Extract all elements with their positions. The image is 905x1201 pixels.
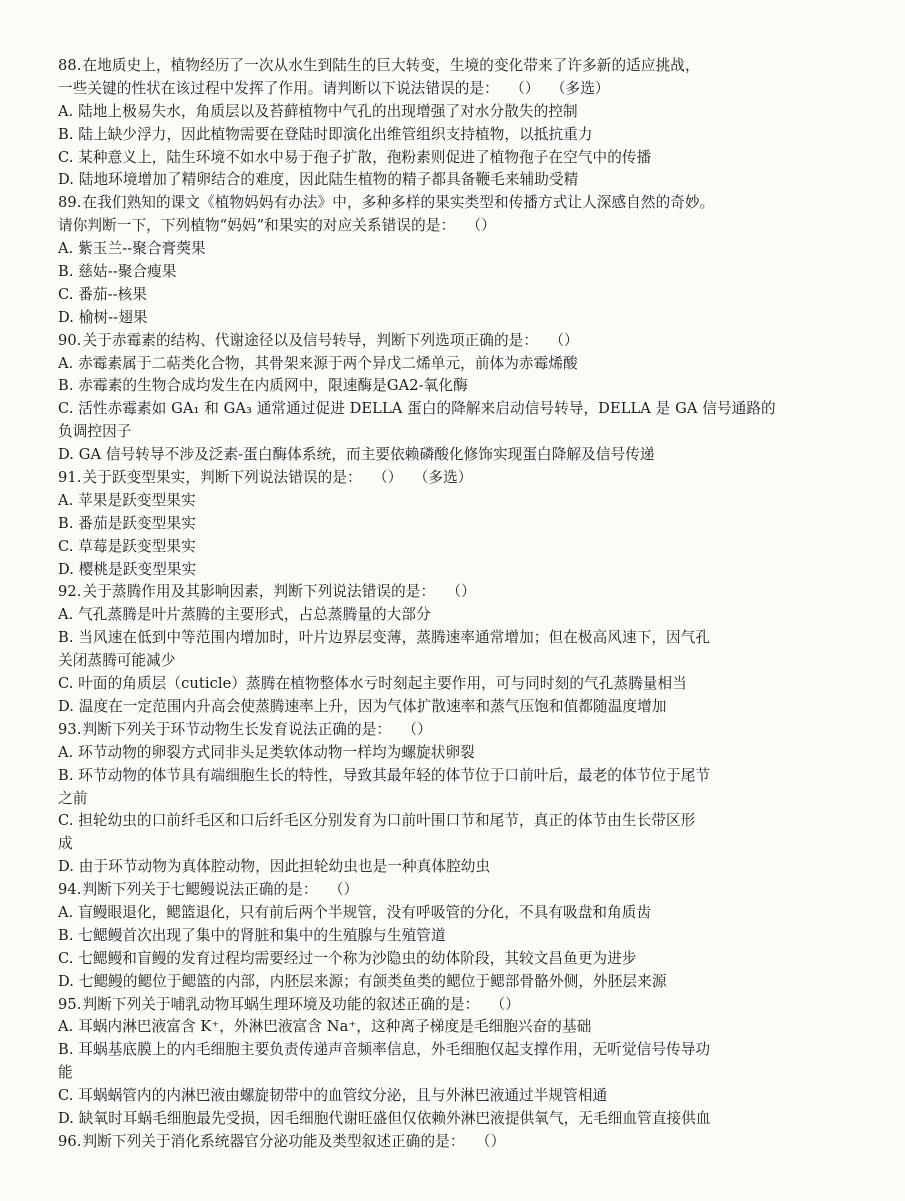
answer-blank xyxy=(499,78,551,101)
stem-text: 判断下列关于消化系统器官分泌功能及类型叙述正确的是： xyxy=(82,1132,465,1150)
question-number: 95. xyxy=(58,995,82,1013)
question-stem xyxy=(58,581,865,604)
option-C: C. 活性赤霉素如 GA₁ 和 GA₃ 通常通过促进 DELLA 蛋白的降解来启动信号转导，DELLA 是 GA 信号通路的 xyxy=(58,400,776,418)
option-D: D. 缺氧时耳蜗毛细胞最先受损，因毛细胞代谢旺盛但仅依赖外淋巴液提供氧气，无毛细血管直接供血 xyxy=(58,1109,711,1127)
stem-text: 关于赤霉素的结构、代谢途径以及信号转导，判断下列选项正确的是： xyxy=(82,331,539,349)
question-95 xyxy=(58,994,865,1131)
question-94 xyxy=(58,879,865,993)
question-91 xyxy=(58,467,865,581)
question-number: 90. xyxy=(58,331,82,349)
stem-text: 判断下列关于环节动物生长发育说法正确的是： xyxy=(82,720,392,738)
option-A: A. 赤霉素属于二萜类化合物，其骨架来源于两个异戊二烯单元，前体为赤霉烯酸 xyxy=(58,354,578,372)
question-number: 96. xyxy=(58,1132,82,1150)
option-C-continued: 成 xyxy=(58,835,73,853)
question-stem xyxy=(58,1131,865,1154)
question-stem xyxy=(58,55,865,78)
option-C: C. 七鳃鳗和盲鳗的发育过程均需要经过一个称为沙隐虫的幼体阶段，其较文昌鱼更为进步 xyxy=(58,949,637,967)
option-B: B. 陆上缺少浮力，因此植物需要在登陆时即演化出维管组织支持植物，以抵抗重力 xyxy=(58,125,593,143)
option-D: D. 樱桃是跃变型果实 xyxy=(58,560,197,578)
stem-text: 在我们熟知的课文《植物妈妈有办法》中，多种多样的果实类型和传播方式让人深感自然的奇妙。 xyxy=(82,194,715,212)
answer-blank xyxy=(391,719,443,742)
question-96 xyxy=(58,1131,865,1154)
option-D: D. 七鳃鳗的鳃位于鳃篮的内部，内胚层来源；有颌类鱼类的鳃位于鳃部骨骼外侧，外胚层来源 xyxy=(58,972,667,990)
option-D: D. 温度在一定范围内升高会使蒸腾速率上升，因为气体扩散速率和蒸气压饱和值都随温度增加 xyxy=(58,697,667,715)
option-B-continued: 关闭蒸腾可能减少 xyxy=(58,652,176,670)
option-C: C. 叶面的角质层（cuticle）蒸腾在植物整体水亏时刻起主要作用，可与同时刻的气孔蒸腾量相当 xyxy=(58,675,687,693)
option-D: D. 陆地环境增加了精卵结合的难度，因此陆生植物的精子都具备鞭毛来辅助受精 xyxy=(58,171,579,189)
option-A: A. 气孔蒸腾是叶片蒸腾的主要形式，占总蒸腾量的大部分 xyxy=(58,606,431,624)
option-A: A. 陆地上极易失水，角质层以及苔藓植物中气孔的出现增强了对水分散失的控制 xyxy=(58,102,578,120)
question-stem xyxy=(58,994,865,1017)
answer-blank xyxy=(435,581,487,604)
multi-select-tag: （多选） xyxy=(550,79,610,97)
question-stem-continued xyxy=(58,78,865,101)
option-D: D. 由于环节动物为真体腔动物，因此担轮幼虫也是一种真体腔幼虫 xyxy=(58,858,491,876)
option-C-continued: 负调控因子 xyxy=(58,423,132,441)
question-90 xyxy=(58,330,865,467)
answer-blank xyxy=(318,879,370,902)
question-stem xyxy=(58,719,865,742)
question-stem xyxy=(58,192,865,215)
option-B: B. 番茄是跃变型果实 xyxy=(58,514,196,532)
question-stem-continued xyxy=(58,215,865,238)
stem-text: 一些关键的性状在该过程中发挥了作用。请判断以下说法错误的是： xyxy=(58,79,499,97)
answer-blank xyxy=(479,994,531,1017)
question-number: 89. xyxy=(58,194,82,212)
option-B-continued: 能 xyxy=(58,1064,73,1082)
question-92 xyxy=(58,581,865,718)
stem-text: 关于跃变型果实，判断下列说法错误的是： xyxy=(82,469,362,487)
question-88 xyxy=(58,55,865,192)
option-B: B. 环节动物的体节具有端细胞生长的特性，导致其最年轻的体节位于口前叶后，最老的体节位于尾节 xyxy=(58,766,711,784)
option-D: D. 榆树--翅果 xyxy=(58,308,148,326)
question-number: 94. xyxy=(58,881,82,899)
option-A: A. 苹果是跃变型果实 xyxy=(58,491,196,509)
option-B-continued: 之前 xyxy=(58,789,88,807)
option-B: B. 七鳃鳗首次出现了集中的肾脏和集中的生殖腺与生殖管道 xyxy=(58,926,446,944)
option-B: B. 赤霉素的生物合成均发生在内质网中，限速酶是GA2-氧化酶 xyxy=(58,377,468,395)
option-C: C. 担轮幼虫的口前纤毛区和口后纤毛区分别发育为口前叶围口节和尾节，真正的体节由生长带区形 xyxy=(58,812,696,830)
answer-blank xyxy=(538,330,590,353)
question-number: 93. xyxy=(58,720,82,738)
option-C: C. 草莓是跃变型果实 xyxy=(58,537,196,555)
question-stem xyxy=(58,879,865,902)
option-A: A. 耳蜗内淋巴液富含 K⁺，外淋巴液富含 Na⁺，这种离子梯度是毛细胞兴奋的基础 xyxy=(58,1018,592,1036)
answer-blank xyxy=(465,1131,517,1154)
question-89 xyxy=(58,192,865,329)
option-D: D. GA 信号转导不涉及泛素-蛋白酶体系统，而主要依赖磷酸化修饰实现蛋白降解及信号传递 xyxy=(58,446,655,464)
option-A: A. 盲鳗眼退化，鳃篮退化，只有前后两个半规管，没有呼吸管的分化，不具有吸盘和角质齿 xyxy=(58,903,652,921)
stem-text: 在地质史上，植物经历了一次从水生到陆生的巨大转变，生境的变化带来了许多新的适应挑战， xyxy=(82,57,700,74)
question-stem xyxy=(58,467,865,490)
option-C: C. 番茄--核果 xyxy=(58,285,148,303)
question-number: 88. xyxy=(58,57,82,74)
option-B: B. 耳蜗基底膜上的内毛细胞主要负责传递声音频率信息，外毛细胞仅起支撑作用，无听觉信号传导功 xyxy=(58,1041,711,1059)
option-B: B. 慈姑--聚合瘦果 xyxy=(58,263,177,281)
question-93 xyxy=(58,719,865,879)
question-number: 91. xyxy=(58,469,82,487)
answer-blank xyxy=(455,215,507,238)
question-stem xyxy=(58,330,865,353)
answer-blank xyxy=(362,467,414,490)
stem-text: 判断下列关于哺乳动物耳蜗生理环境及功能的叙述正确的是： xyxy=(82,995,480,1013)
option-C: C. 某种意义上，陆生环境不如水中易于孢子扩散，孢粉素则促进了植物孢子在空气中的传播 xyxy=(58,148,652,166)
question-number: 92. xyxy=(58,583,82,601)
option-A: A. 环节动物的卵裂方式同非头足类软体动物一样均为螺旋状卵裂 xyxy=(58,743,475,761)
stem-text: 判断下列关于七鳃鳗说法正确的是： xyxy=(82,881,318,899)
stem-text: 关于蒸腾作用及其影响因素，判断下列说法错误的是： xyxy=(82,583,436,601)
stem-text: 请你判断一下，下列植物“妈妈”和果实的对应关系错误的是： xyxy=(58,217,456,235)
option-B: B. 当风速在低到中等范围内增加时，叶片边界层变薄，蒸腾速率通常增加；但在极高风速下，因气孔 xyxy=(58,629,711,647)
option-A: A. 紫玉兰--聚合膏葖果 xyxy=(58,240,206,258)
multi-select-tag: （多选） xyxy=(413,469,473,487)
option-C: C. 耳蜗蜗管内的内淋巴液由螺旋韧带中的血管纹分泌，且与外淋巴液通过半规管相通 xyxy=(58,1087,608,1105)
